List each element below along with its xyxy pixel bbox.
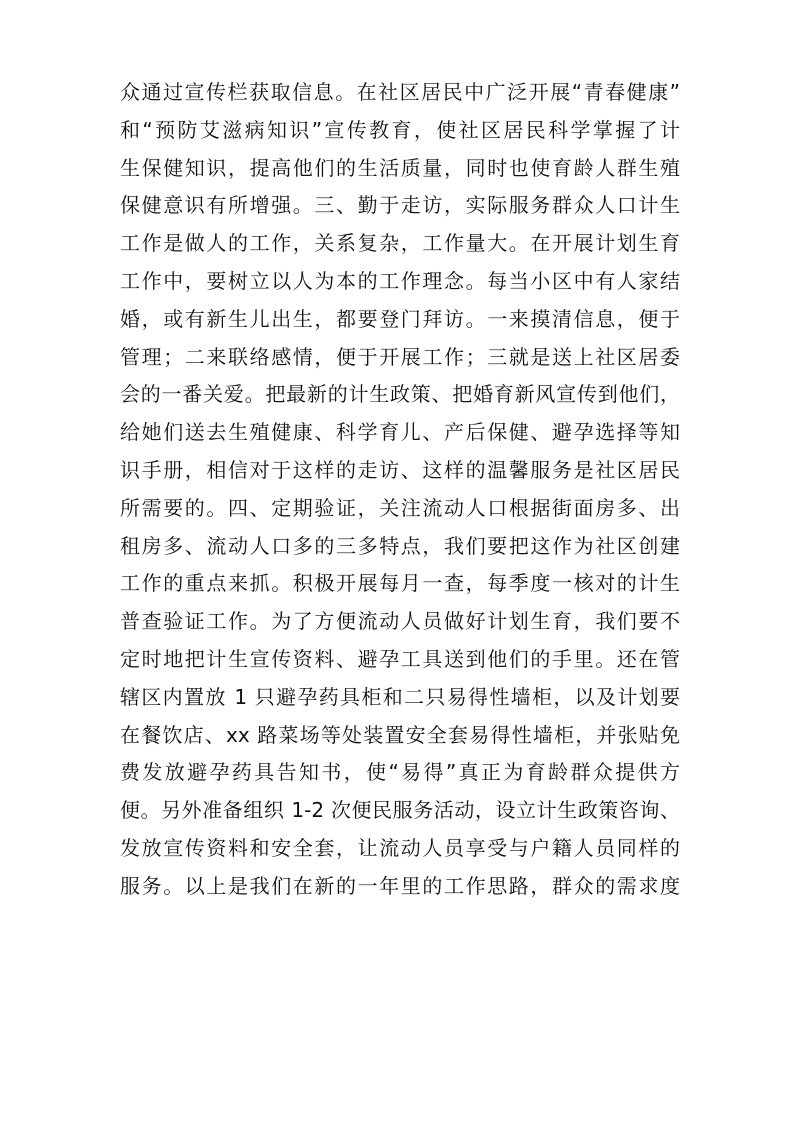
- body-text: [120, 74, 680, 906]
- text-line: 管理；二来联络感情，便于开展工作；三就是送上社区居委: [120, 344, 680, 369]
- text-line: 租房多、流动人口多的三多特点，我们要把这作为社区创建: [120, 533, 680, 558]
- text-line: 工作是做人的工作，关系复杂，工作量大。在开展计划生育: [120, 231, 680, 256]
- text-line: 婚，或有新生儿出生，都要登门拜访。一来摸清信息，便于: [120, 306, 680, 331]
- text-line: 所需要的。四、定期验证，关注流动人口根据街面房多、出: [120, 495, 680, 520]
- text-line: 定时地把计生宣传资料、避孕工具送到他们的手里。还在管: [120, 646, 680, 671]
- text-line: 众通过宣传栏获取信息。在社区居民中广泛开展“青春健康”: [120, 80, 680, 104]
- text-line: 在餐饮店、xx 路菜场等处装置安全套易得性墙柜，并张贴免: [120, 722, 680, 747]
- text-line: 服务。以上是我们在新的一年里的工作思路，群众的需求度: [120, 873, 680, 898]
- text-line: 会的一番关爱。把最新的计生政策、把婚育新风宣传到他们，: [120, 382, 680, 407]
- text-line: 识手册，相信对于这样的走访、这样的温馨服务是社区居民: [120, 457, 680, 482]
- text-line: 和“预防艾滋病知识”宣传教育，使社区居民科学掌握了计: [120, 117, 680, 142]
- text-line: 发放宣传资料和安全套，让流动人员享受与户籍人员同样的: [120, 835, 680, 860]
- text-line: 普查验证工作。为了方便流动人员做好计划生育，我们要不: [120, 609, 680, 634]
- text-line: 生保健知识，提高他们的生活质量，同时也使育龄人群生殖: [120, 155, 680, 180]
- text-line: 工作中，要树立以人为本的工作理念。每当小区中有人家结: [120, 268, 680, 293]
- text-line: 保健意识有所增强。三、勤于走访，实际服务群众人口计生: [120, 193, 680, 218]
- text-line: 费发放避孕药具告知书，使“易得”真正为育龄群众提供方: [120, 760, 680, 785]
- text-line: 工作的重点来抓。积极开展每月一查，每季度一核对的计生: [120, 571, 680, 596]
- text-line: 便。另外准备组织 1-2 次便民服务活动，设立计生政策咨询、: [120, 798, 680, 823]
- text-line: 给她们送去生殖健康、科学育儿、产后保健、避孕选择等知: [120, 420, 680, 445]
- text-line: 辖区内置放 1 只避孕药具柜和二只易得性墙柜，以及计划要: [120, 684, 680, 709]
